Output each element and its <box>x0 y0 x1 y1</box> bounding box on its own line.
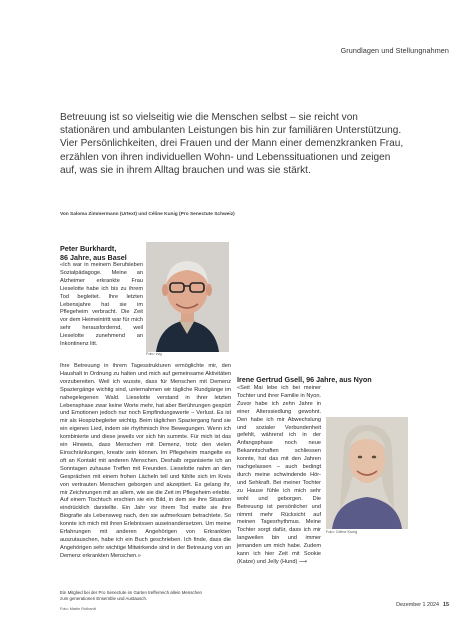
peter-photo-caption: Foto: zvg <box>146 352 162 356</box>
lead-paragraph: Betreuung ist so vielseitig wie die Menschen selbst – sie reicht von stationären und ambulanten Leistungen bis hin zur familiären Unterstützung. Vier Persönlichkeiten, drei Frauen und der Mann einer demenzkranken Frau, erzählen von ihren individuellen Wohn- und Lebenssituationen und zeigen auf, was sie in ihrem Alltag brauchen und was sie stärkt. <box>60 112 404 176</box>
section-header: Grundlagen und Stellungnahmen <box>340 46 449 55</box>
issue-date: Dezember 1 2024 <box>396 602 439 608</box>
irene-paragraph: «Seit Mai lebe ich bei meiner Tochter und ihrer Familie in Nyon. Zuvor habe ich zehn Jahre in einer Alterssiedlung gewohnt. Den habe ich mir Abwechslung und sozialer Verbundenheit gefehlt, während ich in der Anfangsphase noch neue Bekanntschaften schliessen konnte, hat das mit den Jahren nachgelassen – auch bedingt durch meine schwindende Hör- und Sehkraft. Bei meiner Tochter zu Hause fühle ich mich sehr wohl und geborgen. Die Betreuung ist persönlicher und nimmt mehr Rücksicht auf meinen Tagesrhythmus. Meine Tochter sorgt dafür, dass ich mir langweilen bin und immer jemanden um mich habe. Zudem kann ich hier Zeit mit Sookie (Katze) und Jelly (Hund) ⟶ <box>237 385 321 565</box>
peter-age-place: 86 Jahre, aus Basel <box>60 253 127 262</box>
irene-name: Irene Gertrud Gsell, 96 Jahre, aus Nyon <box>237 375 372 384</box>
irene-photo <box>326 417 408 529</box>
peter-heading <box>60 244 150 262</box>
peter-paragraph-bottom: Ihre Betreuung in ihrem Tagesstrukturen ermöglichte mir, den Haushalt in Ordnung zu halten und mich auf gemeinsame Aktivitäten vorzubereiten. Weil ich wusste, dass für Menschen mit Demenz Spaziergänge wichtig sind, unternahmen wir tägliche Rundgänge im nahegelegenen Wald. Lieselotte verstand in ihrer letzten Lebensphase zwar keine Worte mehr, hat aber Berührungen gespürt und Emotionen jedoch nur noch Empfindungswerte – Verlust. Es ist mir als Hospizbegleiter wichtig. Beim täglichen Spaziergang fand sie ein eigenes Lied, indem sie rhythmisch ihre Bewegungen. Wenn ich kombinierte und diese jeweils vor sich hin summte. Für mich ist das ein Hinweis, dass Menschen mit Demenz, trotz den vielen Einschränkungen, kreativ sein können. Im Pflegeheim mangelte es oft an Kontakt mit anderen Menschen. Deshalb organisierte ich an Sonntagen zuhause Treffen mit Freunden. Lieselotte nahm an den Gesprächen mit einem frohen Lächeln teil und fühlte sich im Kreis von vertrauten Menschen geborgen und akzeptiert. Es gelang ihr, mir Zeichnungen mit an allem, wie sie die Zeit im Pflegeheim erlebte. Auf einem Tischtuch erschien sie ein Bild, in dem sie ihre Situation eindrücklich darstellte. Ein Jahr vor ihrem Tod malte sie ihre Biografie als Lebensweg nach, den sie aufmerksam betrachtete. So konnte ich mich mit ihren Erlebnissen auseinandersetzen. Um meine Erfahrungen mit anderen Angehörigen von Erkrankten auszutauschen, habe ich ein Buch geschrieben. Ich finde, dass die Angehörigen sehr wichtige Mitwirkende sind in der Betreuung von an Demenz erkrankten Menschen.» <box>60 363 231 559</box>
irene-photo-caption: Foto: Céline Kunig <box>326 530 358 534</box>
peter-photo <box>146 242 229 352</box>
peter-name: Peter Burkhardt, <box>60 244 117 253</box>
author-credit: Von Saloma Zimmermann (Urtext) und Céline Kunig (Pro Senectute Schweiz) <box>60 212 235 217</box>
peter-paragraph-top: «Ich war in meinem Berufsleben Sozialpädagoge. Meine an Alzheimer erkrankte Frau Lieselotte habe ich bis zu ihrem Tod begleitet. Ihre letzten Lebensjahre hat sie im Pflegeheim verbracht. Die Zeit vor dem Heimeintritt war für mich sehr herausfordernd, weil Lieselotte zunehmend an Inkontinenz litt. <box>60 262 143 348</box>
footnote-caption: Ein Mitglied bei der Pro Senectute im Garten trefferreich allein Menschen zum generationen Ensemble und Austausch. <box>60 590 202 601</box>
page-number: 15 <box>443 602 449 608</box>
irene-paragraph-bottom <box>237 542 407 570</box>
footnote-credit: Foto: Martin Ruthardt <box>60 607 96 611</box>
page-footer <box>396 602 449 608</box>
peter-paragraph-continued <box>237 244 404 352</box>
